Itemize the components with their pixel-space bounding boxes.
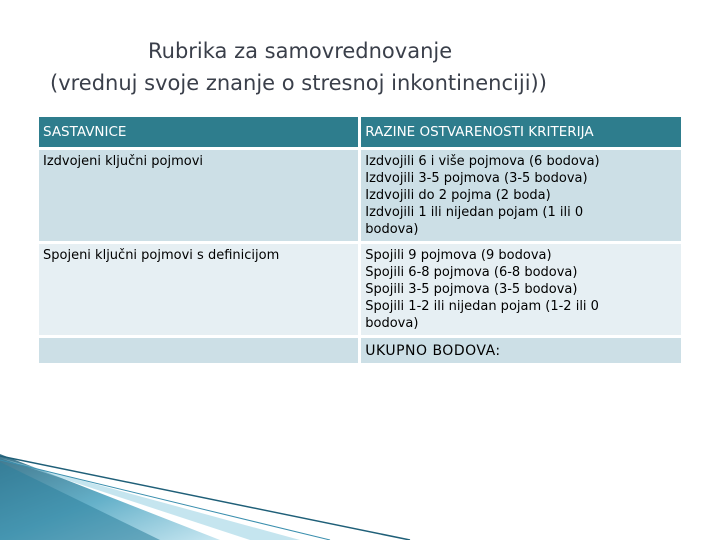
total-empty-cell — [39, 338, 358, 363]
header-criteria-levels: RAZINE OSTVARENOSTI KRITERIJA — [361, 117, 681, 147]
level-line: bodova) — [365, 316, 419, 331]
row-levels — [361, 150, 681, 241]
rubric-table — [36, 114, 684, 366]
row-component: Spojeni ključni pojmovi s definicijom — [39, 244, 358, 335]
title-line-1: Rubrika za samovrednovanje — [148, 39, 453, 63]
level-line: Spojili 3-5 pojmova (3-5 bodova) — [365, 282, 578, 297]
level-line: Spojili 6-8 pojmova (6-8 bodova) — [365, 265, 578, 280]
table-header-row — [39, 117, 681, 147]
decorative-stripes — [0, 440, 420, 540]
level-line: Izdvojili do 2 pojma (2 boda) — [365, 188, 551, 203]
level-line: Izdvojili 3-5 pojmova (3-5 bodova) — [365, 171, 588, 186]
header-components: SASTAVNICE — [39, 117, 358, 147]
level-line: Izdvojili 6 i više pojmova (6 bodova) — [365, 154, 600, 169]
title-line-2: (vrednuj svoje znanje o stresnoj inkontinenciji)) — [50, 71, 547, 95]
row-levels — [361, 244, 681, 335]
row-component: Izdvojeni ključni pojmovi — [39, 150, 358, 241]
level-line: Spojili 1-2 ili nijedan pojam (1-2 ili 0 — [365, 299, 599, 314]
level-line: Spojili 9 pojmova (9 bodova) — [365, 248, 552, 263]
level-line: Izdvojili 1 ili nijedan pojam (1 ili 0 — [365, 205, 584, 220]
table-row — [39, 150, 681, 241]
total-points-label: UKUPNO BODOVA: — [361, 338, 681, 363]
total-row — [39, 338, 681, 363]
table-row — [39, 244, 681, 335]
level-line: bodova) — [365, 222, 419, 237]
